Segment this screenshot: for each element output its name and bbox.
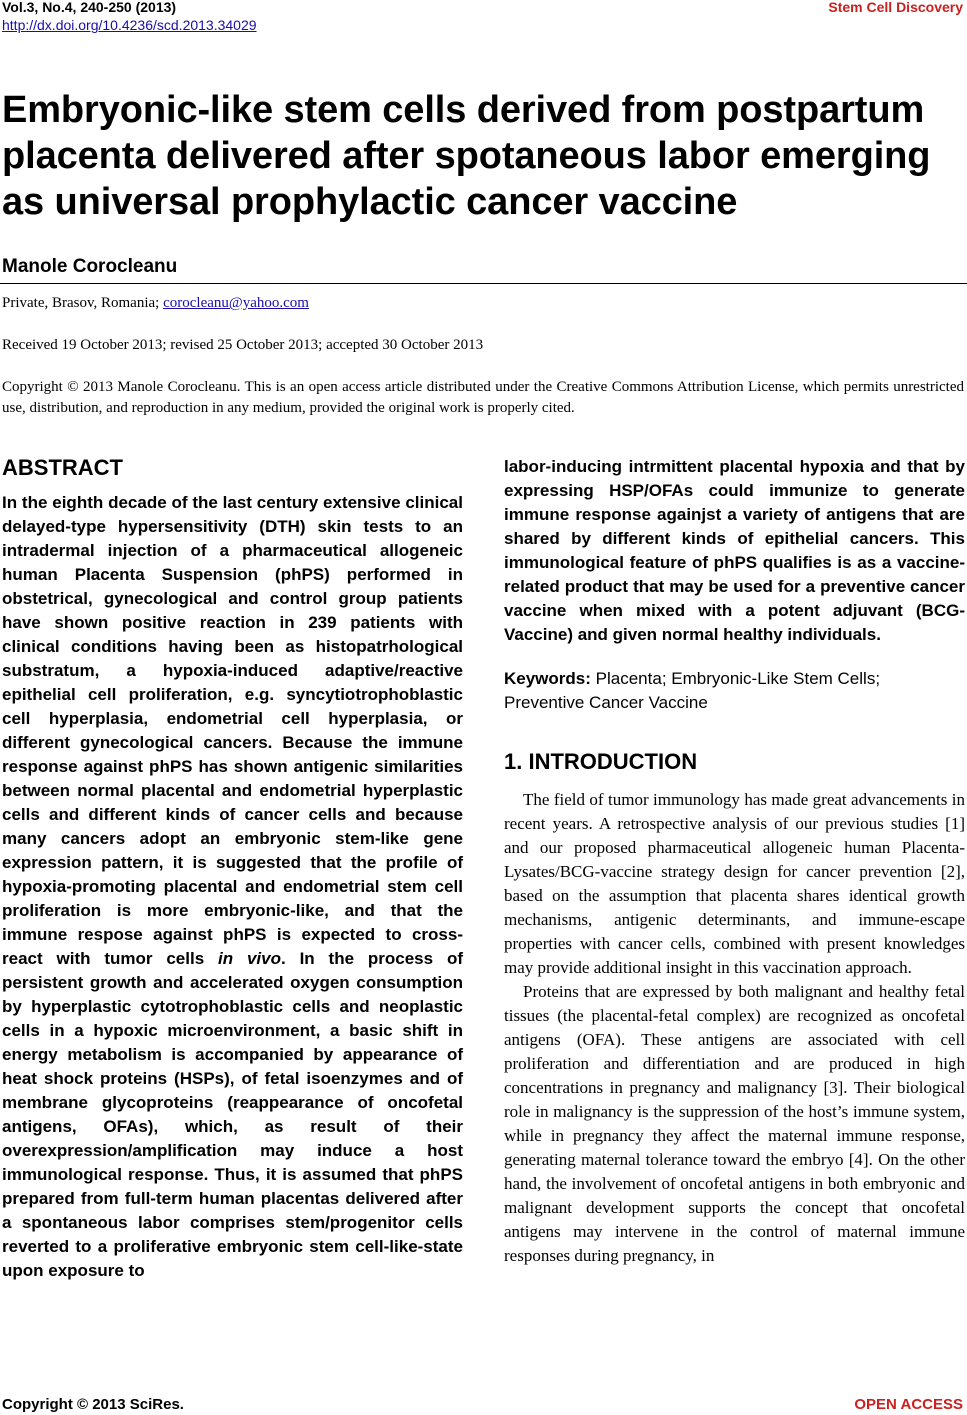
- introduction-heading: 1. INTRODUCTION: [504, 749, 698, 774]
- journal-name: Stem Cell Discovery: [828, 0, 963, 15]
- abstract-continuation: labor-inducing intrmittent placental hypoxia and that by expressing HSP/OFAs could immunize to generate immune response againjst a variety of antigens that are shared by different kinds of epithelial cancers. This immunological feature of phPS qualifies is as a vaccine-related product that may be used for a preventive cancer vaccine when mixed with a potent adjuvant (BCG-Vaccine) and given normal healthy individuals.: [504, 457, 965, 644]
- keywords-text: Placenta; Embryonic-Like Stem Cells; Preventive Cancer Vaccine: [504, 669, 881, 712]
- abstract-text-part-a: In the eighth decade of the last century extensive clinical delayed-type hypersensitivity (DTH) skin tests to an intradermal injection of a pharmaceutical allogeneic human Placenta Suspension (phPS) performed in obstetrical, gynecological and control group patients have shown positive reaction in 239 patients with clinical conditions having been as histopatrhological substratum, a hypoxia-induced adaptive/reactive epithelial cell proliferation, e.g. syncytiotrophoblastic cell hyperplasia, endometrial cell hyperplasia, or different gynecological cancers. Because the immune response against phPS has shown antigenic similarities between normal placental and endometrial hyperplastic cells and different kinds of cancer cells and because many cancers adopt an embryonic stem-like gene expression pattern, it is suggested that the profile of hypoxia-promoting placental and endometrial stem cell proliferation is more embryonic-like, and that the immune respose against phPS is expected to cross-react with tumor cells: [2, 493, 463, 968]
- journal-volume: Vol.3, No.4, 240-250 (2013): [2, 0, 177, 15]
- copyright-notice: Copyright © 2013 Manole Corocleanu. This is an open access article distributed under the Creative Commons Attribution License, which permits unrestricted use, distribution, and reproduction in any medium, provided the original work is properly cited.: [2, 379, 964, 416]
- keywords: [504, 667, 965, 715]
- introduction-paragraph: The field of tumor immunology has made great advancements in recent years. A retrospective analysis of our previous studies [1] and our proposed pharmaceutical allogeneic human Placenta-Lysates/BCG-vaccine strategy design for cancer prevention [2], based on the assumption that placenta shares identical growth mechanisms, antigenic determinants, and immune-escape properties with cancer cells, combined with present knowledges may provide additional insight in this vaccination approach.: [504, 790, 965, 977]
- abstract-text: [2, 491, 463, 1283]
- footer-open-access: OPEN ACCESS: [854, 1396, 963, 1413]
- abstract-in-vivo: in vivo: [218, 949, 281, 968]
- affiliation-place: Private, Brasov, Romania;: [2, 295, 160, 311]
- author-divider: [0, 283, 967, 284]
- introduction-paragraph: Proteins that are expressed by both malignant and healthy fetal tissues (the placental-fetal complex) are recognized as oncofetal antigens (OFA). These antigens are associated with cell proliferation and differentiation and are produced in high concentrations in pregnancy and malignancy [3]. Their biological role in malignancy is the suppression of the host’s immune system, while in pregnancy they affect the maternal immune response, generating maternal tolerance toward the embryo [4]. On the other hand, the involvement of oncofetal antigens in both embryonic and malignant development supports the concept that oncofetal antigens may intervene in the control of maternal immune responses during pregnancy, in: [504, 982, 965, 1265]
- abstract-heading: ABSTRACT: [2, 455, 123, 480]
- doi-link[interactable]: http://dx.doi.org/10.4236/scd.2013.34029: [2, 17, 257, 33]
- submission-dates: Received 19 October 2013; revised 25 October 2013; accepted 30 October 2013: [2, 337, 484, 353]
- affiliation: [2, 295, 309, 312]
- author-email-link[interactable]: corocleanu@yahoo.com: [163, 295, 309, 311]
- paper-title: Embryonic-like stem cells derived from postpartum placenta delivered after spotaneous labor emerging as universal prophylactic cancer vaccine: [2, 89, 931, 223]
- keywords-label: Keywords:: [504, 669, 591, 688]
- footer-copyright: Copyright © 2013 SciRes.: [2, 1396, 184, 1413]
- author-name: Manole Corocleanu: [2, 256, 178, 277]
- left-column: [2, 455, 463, 1283]
- abstract-text-part-b: . In the process of persistent growth and accelerated oxygen consumption by hyperplastic cytotrophoblastic cells and neoplastic cells in a hypoxic microenvironment, a basic shift in energy metabolism is accompanied by appearance of heat shock proteins (HSPs), of fetal isoenzymes and of membrane glycoproteins (reappearance of oncofetal antigens, OFAs), which, as result of their overexpression/amplification may induce a host immunological response. Thus, it is assumed that phPS prepared from full-term human placentas delivered after a spontaneous labor comprises stem/progenitor cells reverted to a proliferative embryonic stem cell-like-state upon exposure to: [2, 949, 463, 1280]
- right-column: [504, 455, 965, 1268]
